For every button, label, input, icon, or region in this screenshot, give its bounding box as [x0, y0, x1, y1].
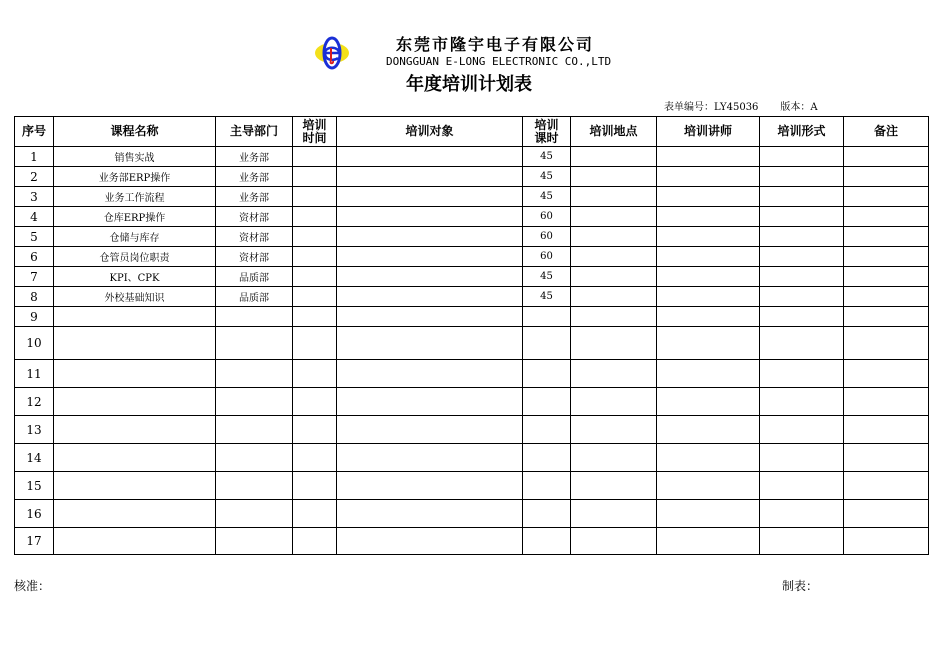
cell-course [54, 388, 216, 416]
cell-hours: 45 [523, 187, 571, 207]
cell-form [760, 444, 844, 472]
cell-time [293, 167, 337, 187]
cell-target [337, 327, 523, 360]
cell-remark [844, 327, 929, 360]
cell-time [293, 247, 337, 267]
table-body [15, 147, 929, 555]
cell-hours [523, 472, 571, 500]
cell-remark [844, 207, 929, 227]
cell-time [293, 388, 337, 416]
cell-lecturer [657, 267, 760, 287]
cell-hours: 60 [523, 207, 571, 227]
table-row [15, 327, 929, 360]
cell-no: 7 [15, 267, 54, 287]
table-row [15, 187, 929, 207]
cell-hours [523, 528, 571, 555]
cell-target [337, 472, 523, 500]
cell-dept: 业务部 [216, 167, 293, 187]
col-header-location: 培训地点 [571, 117, 657, 147]
cell-target [337, 247, 523, 267]
cell-hours: 45 [523, 267, 571, 287]
cell-no: 11 [15, 360, 54, 388]
cell-location [571, 472, 657, 500]
table-row [15, 388, 929, 416]
cell-hours [523, 360, 571, 388]
cell-no: 14 [15, 444, 54, 472]
cell-location [571, 227, 657, 247]
cell-location [571, 528, 657, 555]
cell-time [293, 227, 337, 247]
col-header-lecturer: 培训讲师 [657, 117, 760, 147]
col-header-target: 培训对象 [337, 117, 523, 147]
table-row [15, 247, 929, 267]
table-row [15, 267, 929, 287]
cell-remark [844, 307, 929, 327]
cell-no: 13 [15, 416, 54, 444]
cell-course [54, 360, 216, 388]
cell-no: 4 [15, 207, 54, 227]
training-plan-table [14, 116, 929, 555]
cell-time [293, 528, 337, 555]
cell-lecturer [657, 147, 760, 167]
cell-time [293, 267, 337, 287]
cell-no: 5 [15, 227, 54, 247]
cell-course: KPI、CPK [54, 267, 216, 287]
cell-target [337, 528, 523, 555]
cell-dept [216, 307, 293, 327]
cell-dept: 业务部 [216, 187, 293, 207]
cell-course: 仓库ERP操作 [54, 207, 216, 227]
cell-no: 17 [15, 528, 54, 555]
cell-form [760, 247, 844, 267]
cell-course [54, 500, 216, 528]
col-header-no: 序号 [15, 117, 54, 147]
cell-location [571, 207, 657, 227]
cell-time [293, 444, 337, 472]
form-number: 表单编号：LY45036 [664, 102, 759, 113]
cell-no: 6 [15, 247, 54, 267]
cell-hours: 45 [523, 287, 571, 307]
cell-target [337, 267, 523, 287]
cell-target [337, 207, 523, 227]
cell-hours [523, 444, 571, 472]
cell-remark [844, 227, 929, 247]
form-version: 版本：A [780, 102, 818, 113]
cell-hours: 45 [523, 147, 571, 167]
table-row [15, 147, 929, 167]
cell-lecturer [657, 327, 760, 360]
cell-lecturer [657, 472, 760, 500]
cell-dept [216, 327, 293, 360]
cell-lecturer [657, 247, 760, 267]
cell-location [571, 388, 657, 416]
cell-location [571, 360, 657, 388]
table-row [15, 307, 929, 327]
cell-course [54, 416, 216, 444]
cell-hours [523, 500, 571, 528]
cell-location [571, 187, 657, 207]
cell-target [337, 167, 523, 187]
cell-location [571, 147, 657, 167]
col-header-course: 课程名称 [54, 117, 216, 147]
cell-no: 9 [15, 307, 54, 327]
cell-form [760, 416, 844, 444]
cell-course: 外校基础知识 [54, 287, 216, 307]
cell-lecturer [657, 167, 760, 187]
cell-course [54, 472, 216, 500]
company-name-en: DONGGUAN E-LONG ELECTRONIC CO.,LTD [386, 55, 612, 68]
table-row [15, 416, 929, 444]
cell-lecturer [657, 528, 760, 555]
cell-course: 仓管员岗位职责 [54, 247, 216, 267]
cell-course: 业务部ERP操作 [54, 167, 216, 187]
cell-lecturer [657, 388, 760, 416]
e-long-logo-icon [314, 36, 350, 70]
table-row [15, 167, 929, 187]
cell-remark [844, 416, 929, 444]
table-header [15, 117, 929, 147]
cell-location [571, 247, 657, 267]
cell-location [571, 416, 657, 444]
cell-target [337, 360, 523, 388]
cell-location [571, 287, 657, 307]
cell-lecturer [657, 207, 760, 227]
cell-form [760, 528, 844, 555]
table-row [15, 444, 929, 472]
col-header-hours: 培训 课时 [523, 117, 571, 147]
cell-hours [523, 307, 571, 327]
cell-remark [844, 388, 929, 416]
col-header-dept: 主导部门 [216, 117, 293, 147]
table-row [15, 360, 929, 388]
table-row [15, 227, 929, 247]
cell-lecturer [657, 416, 760, 444]
cell-lecturer [657, 227, 760, 247]
cell-time [293, 287, 337, 307]
prepared-by-label: 制表： [782, 579, 819, 593]
form-meta [664, 98, 818, 113]
cell-dept [216, 360, 293, 388]
cell-no: 8 [15, 287, 54, 307]
cell-form [760, 500, 844, 528]
cell-location [571, 267, 657, 287]
col-header-form: 培训形式 [760, 117, 844, 147]
cell-hours [523, 388, 571, 416]
cell-course [54, 327, 216, 360]
cell-remark [844, 444, 929, 472]
cell-lecturer [657, 307, 760, 327]
company-name-cn: 东莞市隆宇电子有限公司 [396, 35, 595, 54]
table-row [15, 528, 929, 555]
cell-course [54, 528, 216, 555]
cell-dept: 资材部 [216, 247, 293, 267]
page-title: 年度培训计划表 [406, 74, 532, 95]
cell-dept [216, 416, 293, 444]
cell-hours: 60 [523, 227, 571, 247]
cell-form [760, 307, 844, 327]
cell-remark [844, 472, 929, 500]
cell-remark [844, 147, 929, 167]
cell-hours: 60 [523, 247, 571, 267]
cell-dept [216, 472, 293, 500]
cell-remark [844, 287, 929, 307]
cell-target [337, 147, 523, 167]
cell-location [571, 327, 657, 360]
cell-dept [216, 500, 293, 528]
cell-target [337, 444, 523, 472]
cell-remark [844, 360, 929, 388]
cell-lecturer [657, 287, 760, 307]
cell-target [337, 416, 523, 444]
cell-time [293, 416, 337, 444]
cell-time [293, 307, 337, 327]
cell-dept: 品质部 [216, 287, 293, 307]
table-row [15, 472, 929, 500]
table-row [15, 287, 929, 307]
cell-time [293, 147, 337, 167]
cell-hours: 45 [523, 167, 571, 187]
cell-target [337, 307, 523, 327]
cell-dept: 业务部 [216, 147, 293, 167]
cell-lecturer [657, 444, 760, 472]
cell-location [571, 307, 657, 327]
cell-form [760, 327, 844, 360]
cell-dept [216, 444, 293, 472]
cell-dept [216, 528, 293, 555]
cell-lecturer [657, 360, 760, 388]
cell-dept: 品质部 [216, 267, 293, 287]
cell-no: 2 [15, 167, 54, 187]
cell-hours [523, 327, 571, 360]
cell-form [760, 207, 844, 227]
cell-course: 业务工作流程 [54, 187, 216, 207]
cell-location [571, 444, 657, 472]
cell-dept [216, 388, 293, 416]
approved-by-label: 核准： [14, 579, 51, 593]
cell-lecturer [657, 500, 760, 528]
cell-target [337, 287, 523, 307]
cell-remark [844, 247, 929, 267]
cell-remark [844, 528, 929, 555]
cell-dept: 资材部 [216, 227, 293, 247]
cell-form [760, 187, 844, 207]
cell-target [337, 388, 523, 416]
table-row [15, 207, 929, 227]
cell-form [760, 287, 844, 307]
cell-target [337, 500, 523, 528]
cell-location [571, 500, 657, 528]
cell-no: 12 [15, 388, 54, 416]
cell-form [760, 472, 844, 500]
cell-course [54, 444, 216, 472]
cell-time [293, 187, 337, 207]
cell-remark [844, 500, 929, 528]
cell-time [293, 500, 337, 528]
cell-form [760, 360, 844, 388]
cell-remark [844, 167, 929, 187]
cell-remark [844, 187, 929, 207]
cell-course: 销售实战 [54, 147, 216, 167]
cell-form [760, 227, 844, 247]
cell-time [293, 360, 337, 388]
cell-location [571, 167, 657, 187]
table-row [15, 500, 929, 528]
cell-hours [523, 416, 571, 444]
col-header-time: 培训 时间 [293, 117, 337, 147]
cell-form [760, 167, 844, 187]
cell-form [760, 147, 844, 167]
cell-dept: 资材部 [216, 207, 293, 227]
cell-target [337, 227, 523, 247]
cell-time [293, 472, 337, 500]
cell-no: 3 [15, 187, 54, 207]
header-row [15, 117, 929, 147]
cell-course: 仓储与库存 [54, 227, 216, 247]
cell-lecturer [657, 187, 760, 207]
col-header-remark: 备注 [844, 117, 929, 147]
cell-no: 10 [15, 327, 54, 360]
cell-time [293, 207, 337, 227]
cell-form [760, 388, 844, 416]
cell-remark [844, 267, 929, 287]
cell-time [293, 327, 337, 360]
cell-form [760, 267, 844, 287]
cell-no: 1 [15, 147, 54, 167]
cell-target [337, 187, 523, 207]
cell-course [54, 307, 216, 327]
cell-no: 15 [15, 472, 54, 500]
cell-no: 16 [15, 500, 54, 528]
